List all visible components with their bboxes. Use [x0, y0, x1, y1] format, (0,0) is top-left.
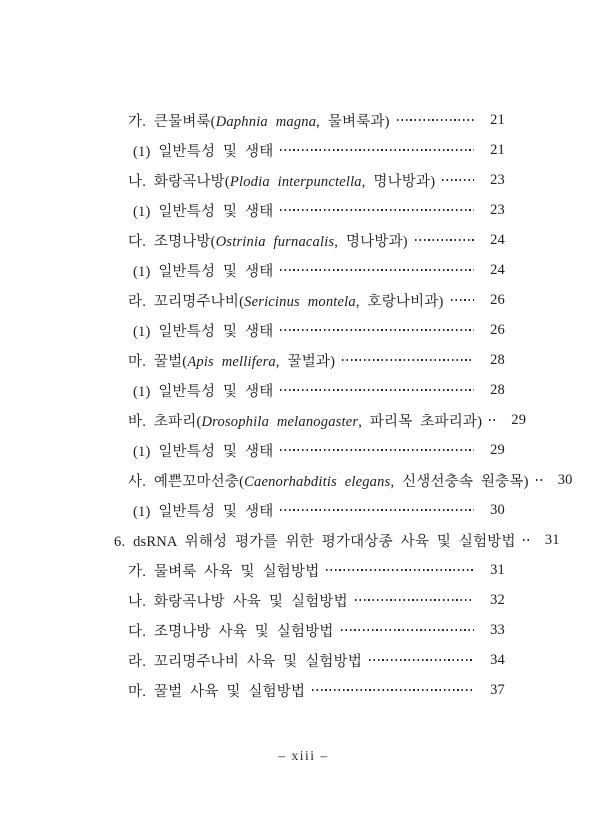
dot-leader [536, 479, 542, 481]
toc-entry-title: (1) 일반특성 및 생태 [133, 143, 274, 160]
dot-leader [280, 329, 474, 331]
toc-entry [0, 105, 607, 135]
toc-page-number: 30 [490, 501, 505, 518]
toc-entry-title: (1) 일반특성 및 생태 [133, 203, 274, 220]
dot-leader [280, 269, 474, 271]
toc-page-number: 24 [490, 261, 505, 278]
toc-entry [0, 615, 607, 645]
toc-entry-title: 다. 조명나방 사육 및 실험방법 [128, 623, 334, 640]
dot-leader [326, 569, 474, 571]
toc-entry-title: (1) 일반특성 및 생태 [133, 263, 274, 280]
dot-leader [451, 299, 474, 301]
toc-entry [0, 525, 607, 555]
toc-page-number: 21 [490, 141, 505, 158]
dot-leader [369, 659, 474, 661]
dot-leader [523, 539, 529, 541]
toc-entry [0, 375, 607, 405]
toc-entry [0, 405, 607, 435]
toc-entry-title: 나. 화랑곡나방 사육 및 실험방법 [128, 593, 348, 610]
dot-leader [280, 149, 474, 151]
toc-entry-title: 다. 조명나방(Ostrinia furnacalis, 명나방과) [128, 233, 408, 250]
toc-page-number: 23 [490, 171, 505, 188]
dot-leader [341, 629, 474, 631]
toc-entry-title: 마. 꿀벌 사육 및 실험방법 [128, 683, 306, 700]
species-name: Drosophila melanogaster [201, 413, 359, 430]
toc-entry [0, 645, 607, 675]
dot-leader [280, 389, 474, 391]
toc-entry-title: (1) 일반특성 및 생태 [133, 323, 274, 340]
toc-entry-title: 마. 꿀벌(Apis mellifera, 꿀벌과) [128, 353, 336, 370]
toc-entry-title: 라. 꼬리명주나비 사육 및 실험방법 [128, 653, 363, 670]
toc-page-number: 31 [544, 531, 560, 548]
toc-entry-title: 바. 초파리(Drosophila melanogaster, 파리목 초파리과) [128, 413, 483, 430]
toc-page-number: 29 [511, 411, 527, 428]
toc-entry [0, 555, 607, 585]
toc-page-number: 28 [490, 351, 505, 368]
toc-entry-title: 라. 꼬리명주나비(Sericinus montela, 호랑나비과) [128, 293, 444, 310]
toc-page-number: 28 [490, 381, 505, 398]
toc-entry [0, 195, 607, 225]
toc-entry [0, 285, 607, 315]
species-name: Caenorhabditis elegans [244, 473, 391, 490]
toc-entry-title: (1) 일반특성 및 생태 [133, 503, 274, 520]
toc-page-number: 24 [490, 231, 505, 248]
toc-entry-title: 가. 큰물벼룩(Daphnia magna, 물벼룩과) [128, 113, 390, 130]
toc-entry [0, 585, 607, 615]
toc-page-number: 30 [557, 471, 573, 488]
toc-entry-title: 가. 물벼룩 사육 및 실험방법 [128, 563, 320, 580]
toc-entry-title: (1) 일반특성 및 생태 [133, 383, 274, 400]
toc-page-number: 32 [490, 591, 505, 608]
toc-page-number: 34 [490, 651, 505, 668]
species-name: Daphnia magna [215, 113, 317, 130]
species-name: Ostrinia furnacalis [215, 233, 335, 250]
toc-page-number: 21 [490, 111, 505, 128]
dot-leader [312, 689, 474, 691]
dot-leader [280, 449, 474, 451]
species-name: Plodia interpunctella [229, 173, 362, 190]
toc-entry [0, 225, 607, 255]
toc-entry [0, 675, 607, 705]
page-footer-number: – xiii – [278, 748, 329, 763]
toc-page-number: 31 [490, 561, 505, 578]
toc-entry [0, 345, 607, 375]
dot-leader [355, 599, 474, 601]
toc-page-number: 33 [490, 621, 505, 638]
toc-page-number: 26 [490, 291, 505, 308]
toc-entry [0, 315, 607, 345]
toc-page-number: 26 [490, 321, 505, 338]
species-name: Sericinus montela [244, 293, 356, 310]
table-of-contents [0, 105, 607, 705]
toc-entry-title: (1) 일반특성 및 생태 [133, 443, 274, 460]
dot-leader [415, 239, 474, 241]
species-name: Apis mellifera [187, 353, 276, 370]
toc-entry [0, 495, 607, 525]
dot-leader [489, 419, 495, 421]
dot-leader [442, 179, 474, 181]
toc-entry [0, 255, 607, 285]
toc-page-number: 29 [490, 441, 505, 458]
toc-entry-title: 6. dsRNA 위해성 평가를 위한 평가대상종 사육 및 실험방법 [114, 533, 516, 550]
dot-leader [342, 359, 474, 361]
dot-leader [280, 209, 474, 211]
toc-entry [0, 435, 607, 465]
toc-entry-title: 나. 화랑곡나방(Plodia interpunctella, 명나방과) [128, 173, 436, 190]
toc-entry [0, 465, 607, 495]
toc-page-number: 37 [490, 681, 505, 698]
dot-leader [280, 509, 474, 511]
toc-page-number: 23 [490, 201, 505, 218]
toc-entry [0, 165, 607, 195]
toc-entry-title: 사. 예쁜꼬마선충(Caenorhabditis elegans, 신생선충속 원충목) [128, 473, 529, 490]
toc-entry [0, 135, 607, 165]
dot-leader [397, 119, 474, 121]
